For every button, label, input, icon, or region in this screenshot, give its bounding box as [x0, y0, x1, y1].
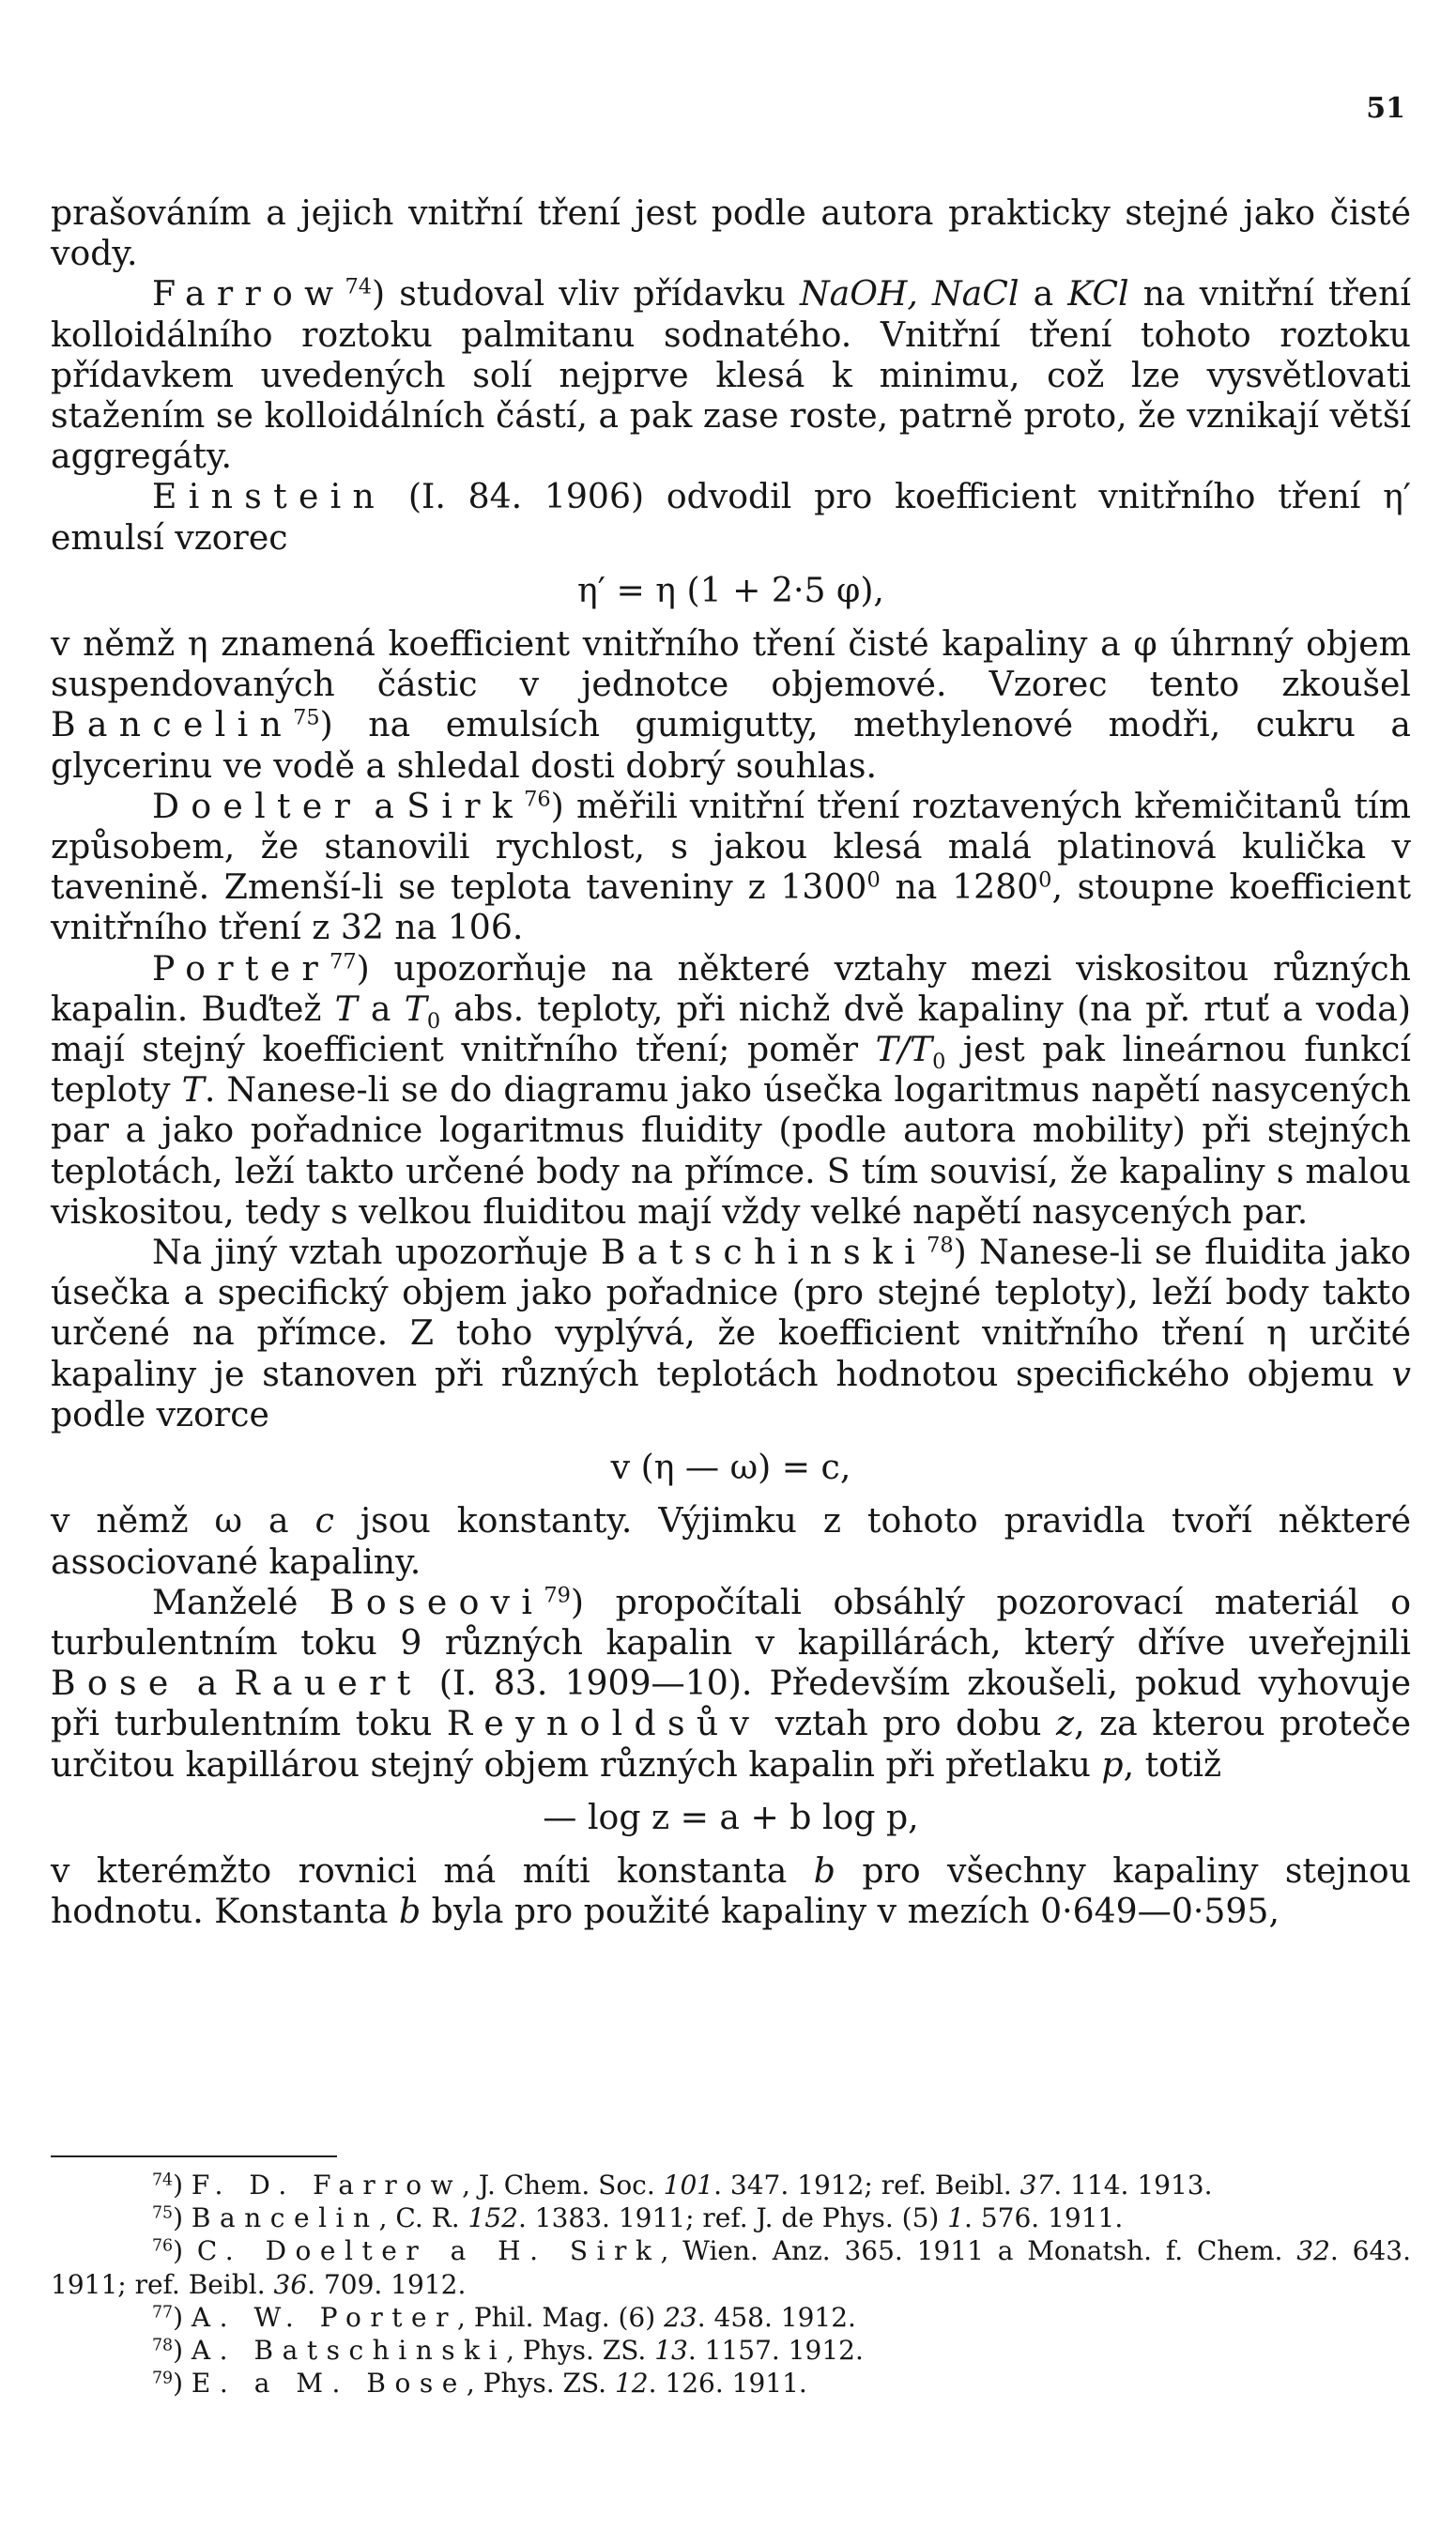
footnotes — [51, 2169, 1411, 2400]
paragraph-2: Farrow$^{74}$) studoval vliv přídavku NaOH, NaCl a KCl na vnitřní tření kolloidálního roztoku palmitanu sodnatého. Vnitřní tření tohoto roztoku přídavkem uvedených solí nejprve klesá k minimu, což lze vysvětlovati stažením se kolloidálních částí, a pak zase roste, patrně proto, že vznikají větší aggregáty. — [51, 273, 1411, 477]
formula-emulsion-viscosity: η′ = η (1 + 2·5 φ), — [577, 569, 884, 610]
paragraph-9: Manželé Boseovi$^{79}$) propočítali obsáhlý pozorovací materiál o turbulentním toku 9 různých kapalin v kapillárách, který dříve uveřejnili Bose a Rauert (I. 83. 1909—10). Především zkoušeli, pokud vyhovuje při turbulentním toku Reynoldsův vztah pro dobu z, za kterou proteče určitou kapillárou stejný objem různých kapalin při přetlaku p, totiž — [51, 1581, 1411, 1785]
paragraph-7: Na jiný vztah upozorňuje Batschinski$^{78}$) Nanese-li se fluidita jako úsečka a specifický objem jako pořadnice (pro stejné teploty), leží body takto určené na přímce. Z toho vyplývá, že koefficient vnitřního tření η určité kapaliny je stanoven při různých teplotách hodnotou specifického objemu v podle vzorce — [51, 1232, 1411, 1434]
formula-batschinski: v (η — ω) = c, — [610, 1447, 851, 1488]
author-name: Farrow — [152, 273, 345, 314]
footnote-ref: 76 — [524, 787, 551, 812]
author-name: Boseovi — [329, 1581, 544, 1622]
author-name: Reynoldsův — [446, 1703, 761, 1744]
page-number: 51 — [1366, 92, 1405, 125]
footnote: $^{78}$) A. Batschinski, Phys. ZS. 13. 1157. 1912. — [152, 2335, 864, 2367]
paragraph-10: v kterémžto rovnici má míti konstanta b pro všechny kapaliny stejnou hodnotu. Konstanta b byla pro použité kapaliny v mezích 0·649—0·595, — [51, 1849, 1411, 1932]
footnote-ref: 74 — [345, 275, 372, 300]
footnote-ref: 75 — [293, 706, 320, 731]
footnote: $^{76}$) C. Doelter a H. Sirk, Wien. Anz. 365. 1911 a Monatsh. f. Chem. 32. 643. 1911; ref. Beibl. 36. 709. 1912. — [51, 2235, 1411, 2300]
paragraph-5: Doelter a Sirk$^{76}$) měřili vnitřní tření roztavených křemičitanů tím způsobem, že stanovili rychlost, s jakou klesá malá platinová kulička v tavenině. Zmenší-li se teplota taveniny z 1300$^0$ na 1280$^0$, stoupne koefficient vnitřního tření z 32 na 106. — [51, 785, 1412, 948]
author-name: Sirk — [406, 785, 525, 826]
footnote-ref: 79 — [544, 1583, 571, 1608]
paragraph-6: Porter$^{77}$) upozorňuje na některé vztahy mezi viskositou různých kapalin. Buďtež T a $T_0$ abs. teploty, při nichž dvě kapaliny (na př. rtuť a voda) mají stejný koefficient vnitřního tření; poměr $T/T_0$ jest pak lineárnou funkcí teploty T. Nanese-li se do diagramu jako úsečka logaritmus napětí nasycených par a jako pořadnice logaritmus fluidity (podle autora mobility) při stejných teplotách, leží takto určené body na přímce. S tím souvisí, že kapaliny s malou viskositou, tedy s velkou fluiditou mají vždy velké napětí nasycených par. — [51, 947, 1411, 1232]
author-name: Bancelin — [51, 704, 294, 745]
paragraph-8: v němž ω a c jsou konstanty. Výjimku z tohoto pravidla tvoří některé associované kapaliny. — [51, 1500, 1411, 1582]
paragraph-3: Einstein (I. 84. 1906) odvodil pro koefficient vnitřního tření η′ emulsí vzorec — [51, 476, 1411, 558]
author-name: Doelter — [152, 785, 362, 826]
author-name: Batschinski — [600, 1232, 927, 1273]
author-name: Bose — [51, 1663, 180, 1704]
footnote: $^{79}$) E. a M. Bose, Phys. ZS. 12. 126. 1911. — [152, 2368, 807, 2400]
footnote-divider — [51, 2155, 337, 2157]
author-name: Rauert — [234, 1663, 422, 1704]
author-name: Porter — [152, 947, 330, 989]
author-name: Einstein — [152, 476, 387, 517]
footnote: $^{74}$) F. D. Farrow, J. Chem. Soc. 101. 347. 1912; ref. Beibl. 37. 114. 1913. — [152, 2170, 1213, 2201]
footnote: $^{75}$) Bancelin, C. R. 152. 1383. 1911; ref. J. de Phys. (5) 1. 576. 1911. — [152, 2202, 1124, 2234]
paragraph-1: prašováním a jejich vnitřní tření jest podle autora prakticky stejné jako čisté vody. — [51, 192, 1411, 274]
formula-reynolds: — log z = a + b log p, — [543, 1796, 919, 1837]
footnote: $^{77}$) A. W. Porter, Phil. Mag. (6) 23. 458. 1912. — [152, 2301, 856, 2333]
paragraph-4: v němž η znamená koefficient vnitřního tření čisté kapaliny a φ úhrnný objem suspendovaných částic v jednotce objemové. Vzorec tento zkoušel Bancelin$^{75}$) na emulsích gumigutty, methylenové modři, cukru a glycerinu ve vodě a shledal dosti dobrý souhlas. — [51, 623, 1411, 786]
main-text — [51, 192, 1411, 1931]
footnote-ref: 77 — [330, 949, 357, 974]
footnote-ref: 78 — [927, 1233, 954, 1258]
